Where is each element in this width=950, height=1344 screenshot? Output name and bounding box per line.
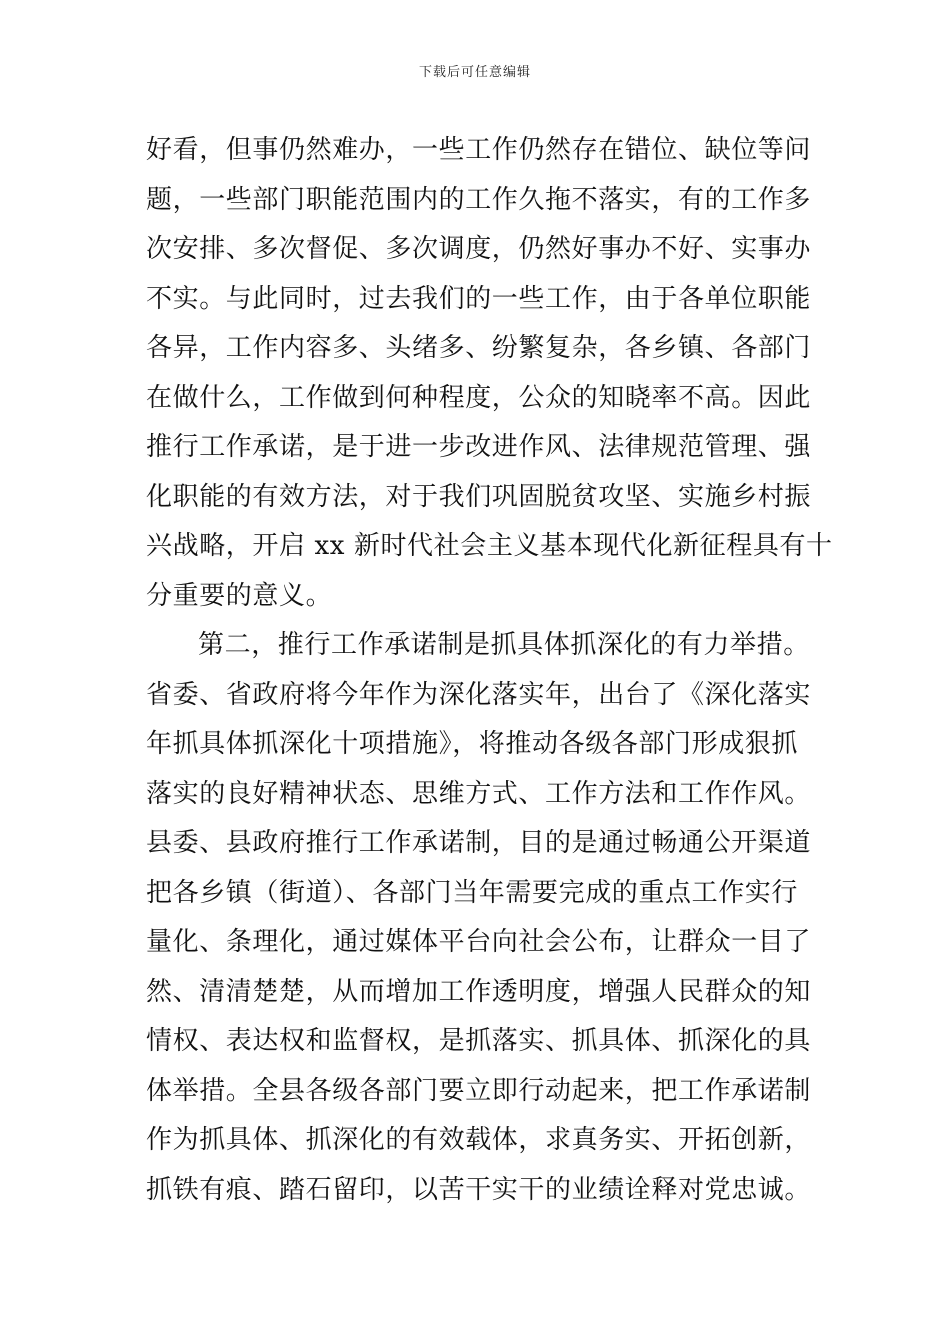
text-line: 县委、县政府推行工作承诺制，目的是通过畅通公开渠道 [146, 828, 812, 858]
text-line: 推行工作承诺，是于进一步改进作风、法律规范管理、强 [146, 432, 812, 462]
text-line: 兴战略，开启 xx 新时代社会主义基本现代化新征程具有十 [146, 531, 833, 561]
text-line: 情权、表达权和监督权，是抓落实、抓具体、抓深化的具 [146, 1026, 812, 1056]
paragraph-start-line: 第二，推行工作承诺制是抓具体抓深化的有力举措。 [198, 630, 810, 660]
text-line: 省委、省政府将今年作为深化落实年，出台了《深化落实 [146, 679, 812, 710]
text-line: 在做什么，工作做到何种程度，公众的知晓率不高。因此 [146, 382, 812, 413]
text-line: 好看，但事仍然难办，一些工作仍然存在错位、缺位等问 [146, 135, 812, 165]
text-line: 不实。与此同时，过去我们的一些工作，由于各单位职能 [146, 283, 812, 314]
text-line: 题，一些部门职能范围内的工作久拖不落实，有的工作多 [146, 184, 812, 215]
text-line: 把各乡镇（街道）、各部门当年需要完成的重点工作实行 [146, 877, 799, 908]
text-line: 各异，工作内容多、头绪多、纷繁复杂，各乡镇、各部门 [146, 333, 812, 363]
text-line: 抓铁有痕、踏石留印，以苦干实干的业绩诠释对党忠诚。 [146, 1174, 812, 1205]
text-line: 年抓具体抓深化十项措施》，将推动各级各部门形成狠抓 [146, 729, 799, 759]
text-line: 化职能的有效方法，对于我们巩固脱贫攻坚、实施乡村振 [146, 481, 812, 512]
text-line: 然、清清楚楚，从而增加工作透明度，增强人民群众的知 [146, 976, 812, 1007]
document-body [146, 126, 833, 1215]
text-line: 分重要的意义。 [146, 580, 333, 611]
text-line: 作为抓具体、抓深化的有效载体，求真务实、开拓创新， [146, 1125, 812, 1155]
text-line: 体举措。全县各级各部门要立即行动起来，把工作承诺制 [146, 1075, 812, 1106]
page-header-note: 下载后可任意编辑 [418, 65, 531, 80]
text-line: 次安排、多次督促、多次调度，仍然好事办不好、实事办 [146, 234, 812, 264]
text-line: 量化、条理化，通过媒体平台向社会公布，让群众一目了 [146, 927, 812, 957]
text-line: 落实的良好精神状态、思维方式、工作方法和工作作风。 [146, 778, 812, 809]
